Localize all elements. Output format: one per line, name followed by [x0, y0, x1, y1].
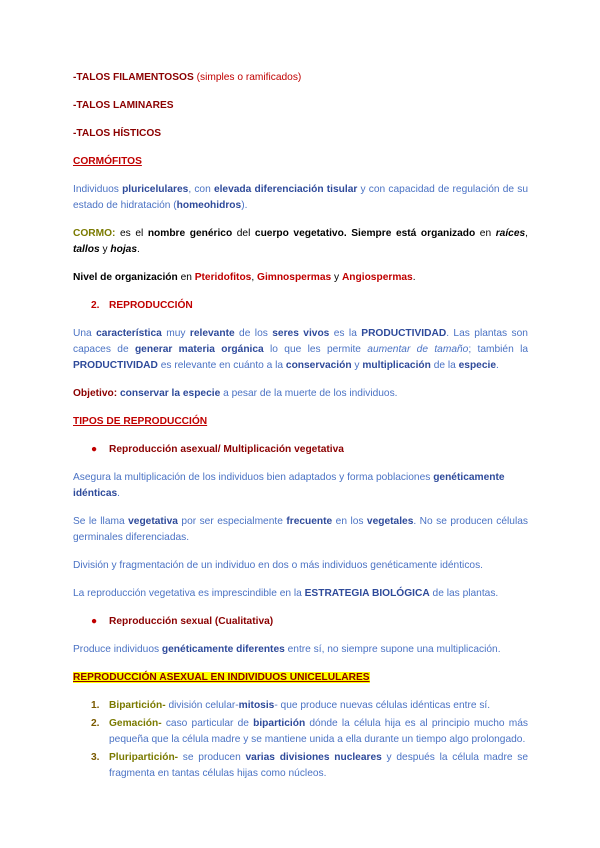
objetivo-paragraph: Objetivo: conservar la especie a pesar de la muerte de los individuos. [73, 388, 398, 399]
productividad-paragraph: Una característica muy relevante de los seres vivos es la PRODUCTIVIDAD. Las plantas son capaces de generar materia orgánica lo que les permite aumentar de tamaño; también la PRODUCTIVIDAD es relevante en cuánto a la conservación y multiplicación de la especie. [73, 328, 528, 371]
nivel-organizacion: Nivel de organización en Pteridofitos, Gimnospermas y Angiospermas. [73, 272, 416, 283]
bullet-reproduccion-asexual: ● Reproducción asexual/ Multiplicación vegetativa [91, 442, 528, 458]
division-paragraph: División y fragmentación de un individuo en dos o más individuos genéticamente idénticos. [73, 560, 484, 571]
document-content [73, 70, 528, 784]
bullet-list-sexual [73, 614, 528, 630]
list-item-gemacion: 2. Gemación- caso particular de bipartición dónde la célula hija es al principio mucho más pequeña que la célula madre y se mantiene unida a ella durante un tiempo algo prolongado. [91, 718, 528, 745]
cormofitos-heading: CORMÓFITOS [73, 156, 142, 167]
produce-paragraph: Produce individuos genéticamente diferentes entre sí, no siempre supone una multiplicación. [73, 644, 501, 655]
talos-histicos: -TALOS HÍSTICOS [73, 128, 162, 139]
section-reproduccion-heading: 2. REPRODUCCIÓN [91, 300, 193, 311]
cormo-definition: CORMO: es el nombre genérico del cuerpo vegetativo. Siempre está organizado en raíces, tallos y hojas. [73, 228, 529, 255]
bullet-reproduccion-sexual: ● Reproducción sexual (Cualitativa) [91, 614, 528, 630]
vegetativa-paragraph: Se le llama vegetativa por ser especialmente frecuente en los vegetales. No se producen células germinales diferenciadas. [73, 516, 528, 543]
estrategia-paragraph: La reproducción vegetativa es imprescindible en la ESTRATEGIA BIOLÓGICA de las plantas. [73, 588, 499, 599]
tipos-reproduccion-heading: TIPOS DE REPRODUCCIÓN [73, 416, 208, 427]
bullet-list-asexual [73, 442, 528, 458]
cormofitos-paragraph: Individuos pluricelulares, con elevada diferenciación tisular y con capacidad de regulación de su estado de hidratación (homeohidros). [73, 184, 528, 211]
asexual-methods-list [73, 698, 528, 782]
talos-filamentosos: -TALOS FILAMENTOSOS (simples o ramificados) [73, 72, 302, 83]
asegura-paragraph: Asegura la multiplicación de los individuos bien adaptados y forma poblaciones genéticamente idénticas. [73, 472, 505, 499]
list-item-biparticion: 1. Bipartición- división celular-mitosis- que produce nuevas células idénticas entre sí. [91, 700, 491, 711]
list-item-pluriparticion: 3. Pluripartición- se producen varias divisiones nucleares y después la célula madre se fragmenta en tantas células hijas como núcleos. [91, 752, 529, 779]
bullet-icon: ● [91, 444, 98, 455]
talos-laminares: -TALOS LAMINARES [73, 100, 174, 111]
bullet-icon: ● [91, 616, 98, 627]
unicelulares-heading: REPRODUCCIÓN ASEXUAL EN INDIVIDUOS UNICELULARES [73, 672, 370, 683]
